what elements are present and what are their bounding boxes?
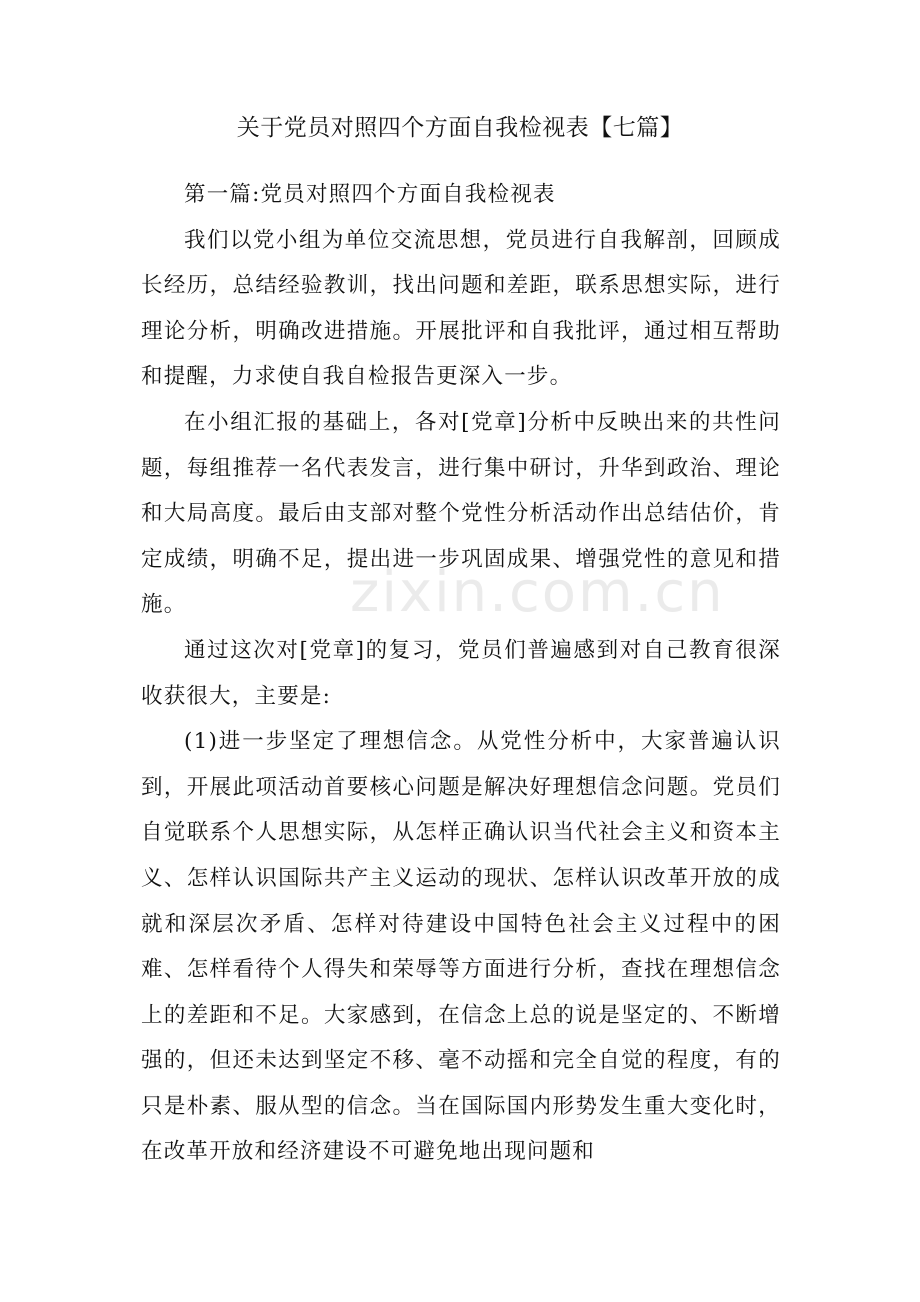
section-heading: 第一篇:党员对照四个方面自我检视表: [184, 182, 556, 207]
document-body: [141, 172, 781, 1175]
document-title: 关于党员对照四个方面自我检视表【七篇】: [236, 115, 684, 141]
paragraph: 我们以党小组为单位交流思想，党员进行自我解剖，回顾成长经历，总结经验教训，找出问题和差距，联系思想实际，进行理论分析，明确改进措施。开展批评和自我批评，通过相互帮助和提醒，力求使自我自检报告更深入一步。: [141, 227, 781, 390]
paragraph: 通过这次对[党章]的复习，党员们普遍感到对自己教育很深收获很大，主要是:: [141, 637, 781, 709]
paragraph: 在小组汇报的基础上，各对[党章]分析中反映出来的共性问题，每组推荐一名代表发言，进行集中研讨，升华到政治、理论和大局高度。最后由支部对整个党性分析活动作出总结估价，肯定成绩，明确不足，提出进一步巩固成果、增强党性的意见和措施。: [141, 409, 781, 618]
paragraph: (1)进一步坚定了理想信念。从党性分析中，大家普遍认识到，开展此项活动首要核心问题是解决好理想信念问题。党员们自觉联系个人思想实际，从怎样正确认识当代社会主义和资本主义、怎样认识国际共产主义运动的现状、怎样认识改革开放的成就和深层次矛盾、怎样对待建设中国特色社会主义过程中的困难、怎样看待个人得失和荣辱等方面进行分析，查找在理想信念上的差距和不足。大家感到，在信念上总的说是坚定的、不断增强的，但还未达到坚定不移、毫不动摇和完全自觉的程度，有的只是朴素、服从型的信念。当在国际国内形势发生重大变化时，在改革开放和经济建设不可避免地出现问题和: [141, 729, 781, 1165]
watermark: zixin.com.cn: [350, 560, 725, 625]
